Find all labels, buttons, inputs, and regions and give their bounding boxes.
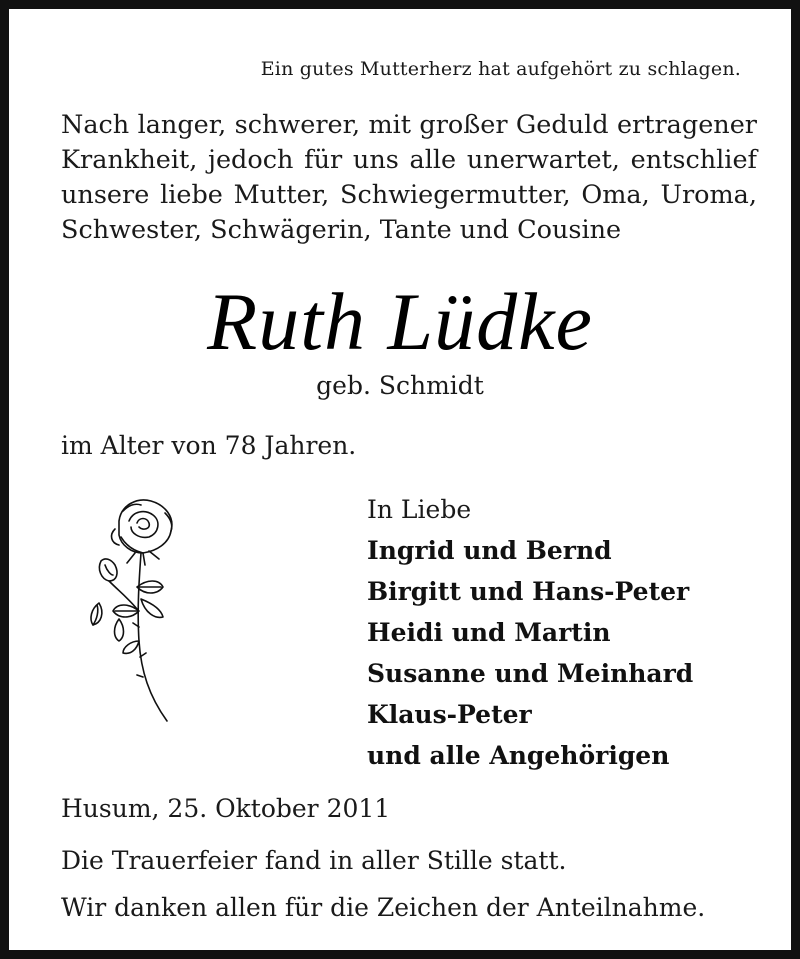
deceased-name: Ruth Lüdke	[207, 276, 593, 367]
intro-line: unsere liebe Mutter, Schwiegermutter, Oma, Uroma,	[61, 180, 757, 210]
intro-line: Schwester, Schwägerin, Tante und Cousine	[61, 215, 622, 245]
intro-paragraph	[61, 108, 757, 248]
intro-line: Krankheit, jedoch für uns alle unerwartet, entschlief	[61, 145, 757, 175]
mourners-block	[367, 489, 693, 776]
mourner-name: Klaus-Peter	[367, 700, 532, 729]
mourners-heading: In Liebe	[367, 495, 472, 524]
rose-icon	[79, 491, 199, 731]
mourner-name: Susanne und Meinhard	[367, 659, 694, 688]
mourner-name: und alle Angehörigen	[367, 741, 670, 770]
mourner-name: Birgitt und Hans-Peter	[367, 577, 690, 606]
motto-line: Ein gutes Mutterherz hat aufgehört zu schlagen.	[260, 58, 741, 80]
mourner-name: Heidi und Martin	[367, 618, 611, 647]
maiden-name: geb. Schmidt	[316, 371, 484, 400]
age-line: im Alter von 78 Jahren.	[61, 431, 357, 460]
service-note: Die Trauerfeier fand in aller Stille statt.	[61, 846, 567, 875]
intro-line: Nach langer, schwerer, mit großer Geduld ertragener	[61, 110, 757, 140]
thanks-note: Wir danken allen für die Zeichen der Anteilnahme.	[61, 893, 706, 922]
place-date: Husum, 25. Oktober 2011	[61, 794, 391, 823]
mourner-name: Ingrid und Bernd	[367, 536, 612, 565]
